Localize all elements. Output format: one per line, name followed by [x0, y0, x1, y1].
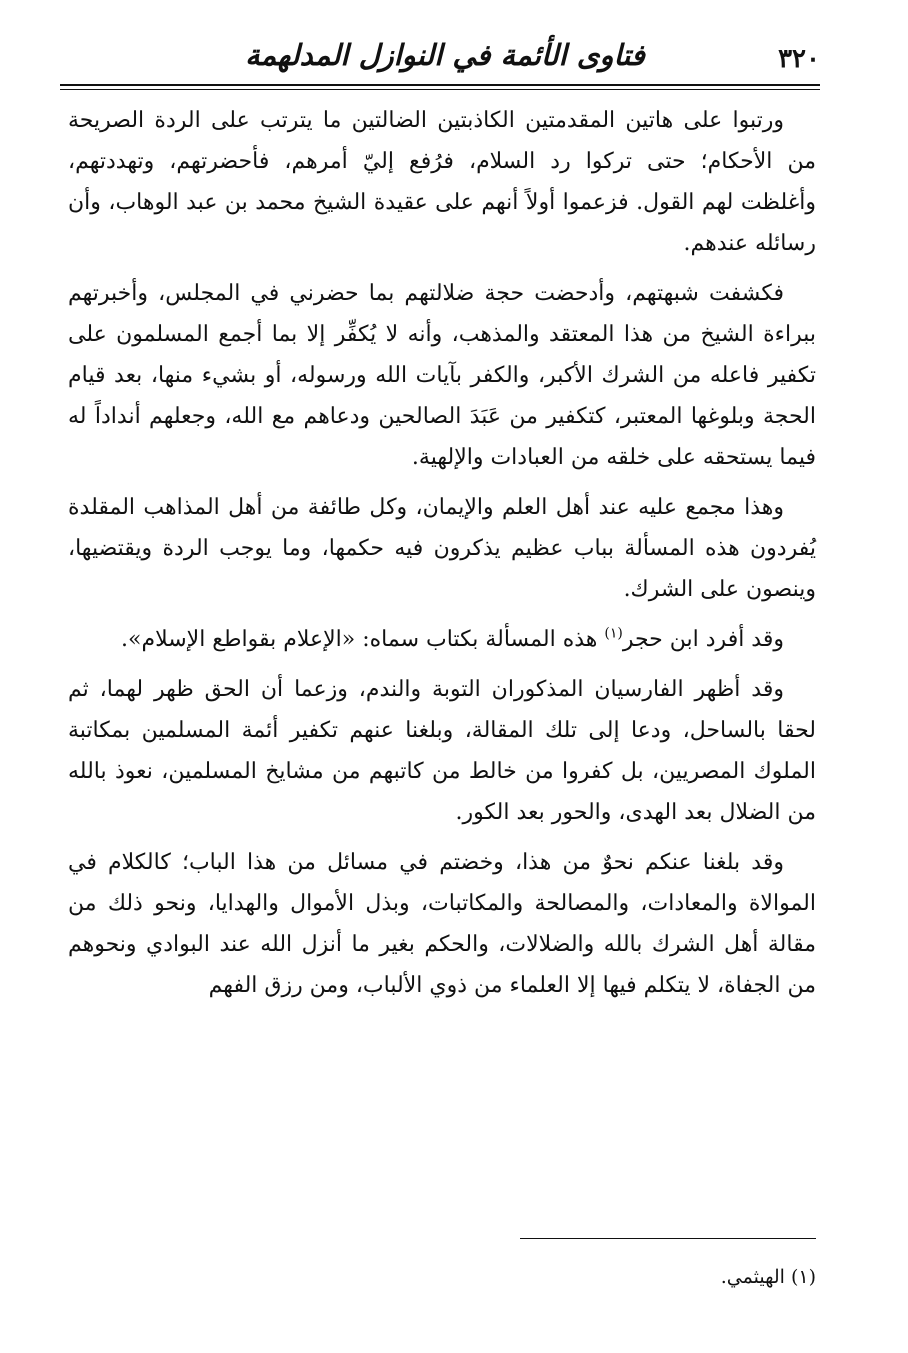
paragraph-4-end: هذه المسألة بكتاب سماه: «الإعلام بقواطع الإسلام». — [121, 627, 605, 652]
paragraph-4-start: وقد أفرد ابن حجر — [622, 627, 784, 652]
body-text — [68, 100, 816, 1015]
header-rule — [60, 84, 820, 86]
paragraph-4 — [68, 619, 816, 660]
footnote-reference[interactable]: (١) — [604, 625, 623, 642]
page-header — [60, 38, 820, 90]
footnote-separator — [520, 1238, 816, 1239]
header-rule-thin — [60, 89, 820, 90]
paragraph-3: وهذا مجمع عليه عند أهل العلم والإيمان، وكل طائفة من أهل المذاهب المقلدة يُفردون هذه المسألة بباب عظيم يذكرون فيه حكمها، وما يوجب الردة ويقتضيها، وينصون على الشرك. — [68, 495, 816, 602]
running-title: فتاوى الأئمة في النوازل المدلهمة — [245, 38, 645, 72]
paragraph-2: فكشفت شبهتهم، وأدحضت حجة ضلالتهم بما حضرني في المجلس، وأخبرتهم ببراءة الشيخ من هذا المعتقد والمذهب، وأنه لا يُكفِّر إلا بما أجمع المسلمون على تكفير فاعله من الشرك الأكبر، والكفر بآيات الله ورسوله، أو بشيء منها، بعد قيام الحجة وبلوغها المعتبر، كتكفير من عَبَدَ الصالحين ودعاهم مع الله، وجعلهم أنداداً له فيما يستحقه على خلقه من العبادات والإلهية. — [68, 281, 816, 470]
page-number: ٣٢٠ — [778, 44, 820, 74]
paragraph-1: ورتبوا على هاتين المقدمتين الكاذبتين الضالتين ما يترتب على الردة الصريحة من الأحكام؛ حتى تركوا رد السلام، فرُفع إليّ أمرهم، فأحضرتهم، وتهددتهم، وأغلظت لهم القول. فزعموا أولاً أنهم على عقيدة الشيخ محمد بن عبد الوهاب، وأن رسائله عندهم. — [68, 108, 816, 256]
paragraph-5: وقد أظهر الفارسيان المذكوران التوبة والندم، وزعما أن الحق ظهر لهما، ثم لحقا بالساحل، ودعا إلى تلك المقالة، وبلغنا عنهم تكفير أئمة المسلمين بمكاتبة الملوك المصريين، بل كفروا من خالط من كاتبهم من مشايخ المسلمين، نعوذ بالله من الضلال بعد الهدى، والحور بعد الكور. — [68, 677, 816, 825]
paragraph-6: وقد بلغنا عنكم نحوٌ من هذا، وخضتم في مسائل من هذا الباب؛ كالكلام في الموالاة والمعادات، والمصالحة والمكاتبات، وبذل الأموال والهدايا، ونحو ذلك من مقالة أهل الشرك بالله والضلالات، والحكم بغير ما أنزل الله عند البوادي ونحوهم من الجفاة، لا يتكلم فيها إلا العلماء من ذوي الألباب، ومن رزق الفهم — [68, 850, 816, 998]
footnote: (١) الهيثمي. — [720, 1266, 816, 1288]
